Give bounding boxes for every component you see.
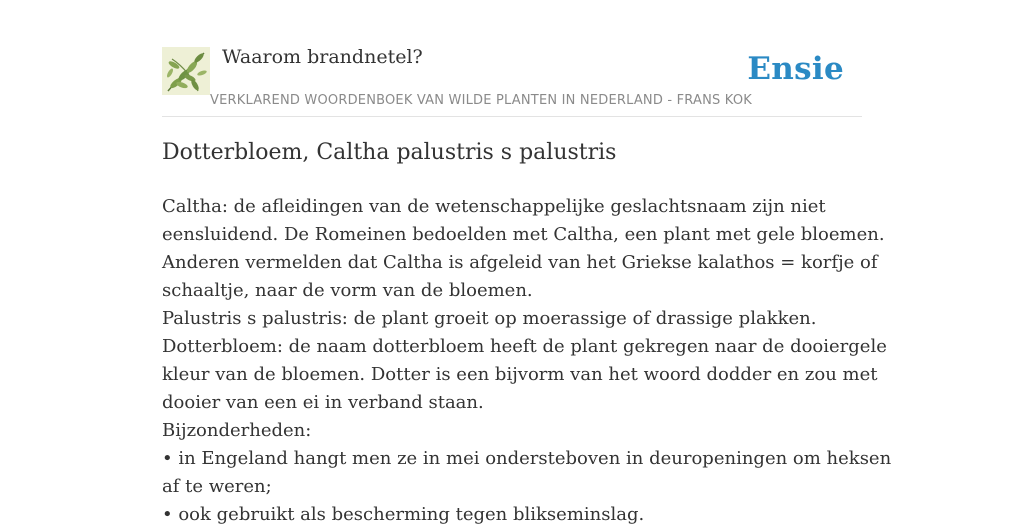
body-line: dooier van een ei in verband staan. (162, 392, 484, 413)
body-line: Caltha: de afleidingen van de wetenschappelijke geslachtsnaam zijn niet (162, 196, 826, 217)
body-line: • ook gebruikt als bescherming tegen blikseminslag. (162, 504, 645, 525)
body-line: kleur van de bloemen. Dotter is een bijvorm van het woord dodder en zou met (162, 364, 878, 385)
body-line: • in Engeland hangt men ze in mei ondersteboven in deuropeningen om heksen (162, 448, 892, 469)
page-title[interactable]: Waarom brandnetel? (222, 46, 423, 68)
brand-logo[interactable]: Ensie (747, 51, 844, 87)
source-subtitle[interactable]: VERKLAREND WOORDENBOEK VAN WILDE PLANTEN IN NEDERLAND - FRANS KOK (210, 93, 752, 108)
body-line: af te weren; (162, 476, 272, 497)
body-line: Bijzonderheden: (162, 420, 312, 441)
body-line: Anderen vermelden dat Caltha is afgeleid van het Griekse kalathos = korfje of (162, 252, 878, 273)
body-line: eensluidend. De Romeinen bedoelden met Caltha, een plant met gele bloemen. (162, 224, 885, 245)
leaf-illustration-icon[interactable] (162, 47, 210, 95)
entry-body (162, 193, 892, 529)
body-line: Palustris s palustris: de plant groeit op moerassige of drassige plakken. (162, 308, 817, 329)
entry-title: Dotterbloem, Caltha palustris s palustris (162, 140, 617, 165)
body-line: schaaltje, naar de vorm van de bloemen. (162, 280, 533, 301)
body-line: Dotterbloem: de naam dotterbloem heeft de plant gekregen naar de dooiergele (162, 336, 887, 357)
header (162, 44, 862, 117)
